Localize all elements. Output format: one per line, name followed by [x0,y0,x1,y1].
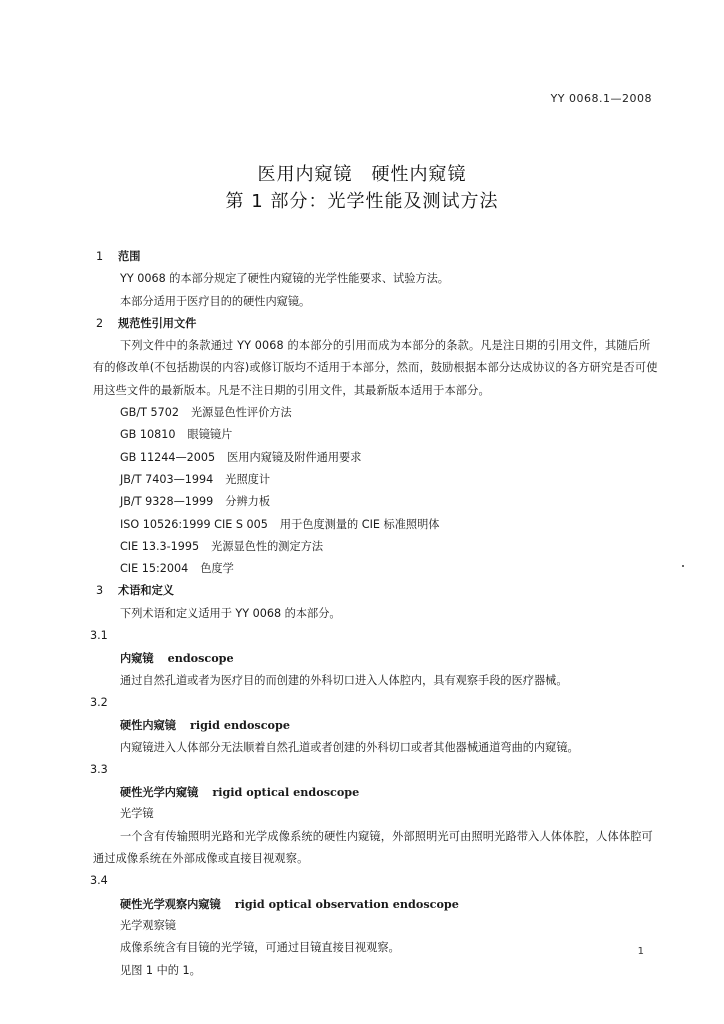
term-zh: 硬性光学观察内窥镜 [120,897,221,911]
figure-note: 见图 1 中的 1。 [120,963,201,977]
reference-item [96,536,661,558]
scan-speck [682,565,684,567]
section-number: 2 [96,316,104,330]
paragraph: YY 0068 的本部分规定了硬性内窥镜的光学性能要求、试验方法。 [120,272,449,286]
term-entry [96,647,661,669]
document-body [90,246,661,982]
reference-code: JB/T 7403—1994 [120,472,214,486]
term-alternative: 光学镜 [120,807,154,821]
term-en: rigid optical endoscope [212,785,360,800]
reference-code: GB 11244—2005 [120,450,216,464]
term-entry [96,781,661,803]
section-title: 规范性引用文件 [118,316,197,330]
term-en: endoscope [167,651,234,666]
reference-title: 光源显色性的测定方法 [211,539,324,553]
reference-code: CIE 15:2004 [120,562,189,576]
reference-title: 光照度计 [225,472,271,486]
clause-number: 3.2 [90,695,108,709]
reference-item [96,491,661,513]
section-heading-normative-references [96,313,661,335]
reference-code: GB/T 5702 [120,406,179,420]
term-definition: 成像系统含有目镜的光学镜，可通过目镜直接目视观察。 [120,941,400,955]
reference-code: ISO 10526:1999 CIE S 005 [120,517,268,531]
term-alternative: 光学观察镜 [120,918,176,932]
section-title: 术语和定义 [118,584,174,598]
reference-title: 光源显色性评价方法 [190,406,292,420]
page-number: 1 [637,946,644,957]
paragraph: 下列术语和定义适用于 YY 0068 的本部分。 [120,606,341,620]
clause-number: 3.4 [90,874,108,888]
reference-title: 分辨力板 [225,495,271,509]
clause-number: 3.1 [90,629,108,643]
reference-title: 用于色度测量的 CIE 标准照明体 [279,517,440,531]
reference-code: GB 10810 [120,428,176,442]
section-title: 范围 [118,250,141,263]
term-definition: 一个含有传输照明光路和光学成像系统的硬性内窥镜，外部照明光可由照明光路带入人体体腔，人体体腔可通过成像系统在外部成像或直接目视观察。 [93,829,653,866]
document-title: 医用内窥镜 硬性内窥镜 [257,164,467,185]
paragraph: 下列文件中的条款通过 YY 0068 的本部分的引用而成为本部分的条款。凡是注日期的引用文件，其随后所有的修改单(不包括勘误的内容)或修订版均不适用于本部分，然而，鼓励根据本部分达成协议的各方研究是否可使用这些文件的最新版本。凡是不注日期的引用文件，其最新版本适用于本部分。 [93,339,658,397]
section-heading-terms-definitions [96,580,661,602]
term-entry [96,893,661,915]
reference-item [96,447,661,469]
reference-title: 色度学 [200,562,234,576]
reference-code: CIE 13.3-1995 [120,539,200,553]
term-entry [96,714,661,736]
reference-item [96,558,661,580]
section-number: 3 [96,584,104,598]
section-number: 1 [96,250,104,263]
reference-item [96,402,661,424]
reference-item [96,424,661,446]
reference-code: JB/T 9328—1999 [120,495,214,509]
clause-number: 3.3 [90,762,108,776]
reference-title: 眼镜镜片 [187,428,233,442]
document-subtitle: 第 1 部分：光学性能及测试方法 [225,191,499,212]
term-en: rigid optical observation endoscope [234,896,459,911]
section-heading-scope [96,246,661,268]
term-en: rigid endoscope [189,718,290,733]
term-zh: 内窥镜 [120,652,154,666]
term-zh: 硬性内窥镜 [120,719,176,733]
reference-item [96,514,661,536]
standard-number: YY 0068.1—2008 [550,92,652,105]
term-zh: 硬性光学内窥镜 [120,786,199,800]
reference-title: 医用内窥镜及附件通用要求 [227,450,362,464]
paragraph: 本部分适用于医疗目的的硬性内窥镜。 [120,294,311,308]
term-definition: 内窥镜进入人体部分无法顺着自然孔道或者创建的外科切口或者其他器械通道弯曲的内窥镜。 [120,740,579,754]
reference-item [96,469,661,491]
term-definition: 通过自然孔道或者为医疗目的而创建的外科切口进入人体腔内，具有观察手段的医疗器械。 [120,673,568,687]
